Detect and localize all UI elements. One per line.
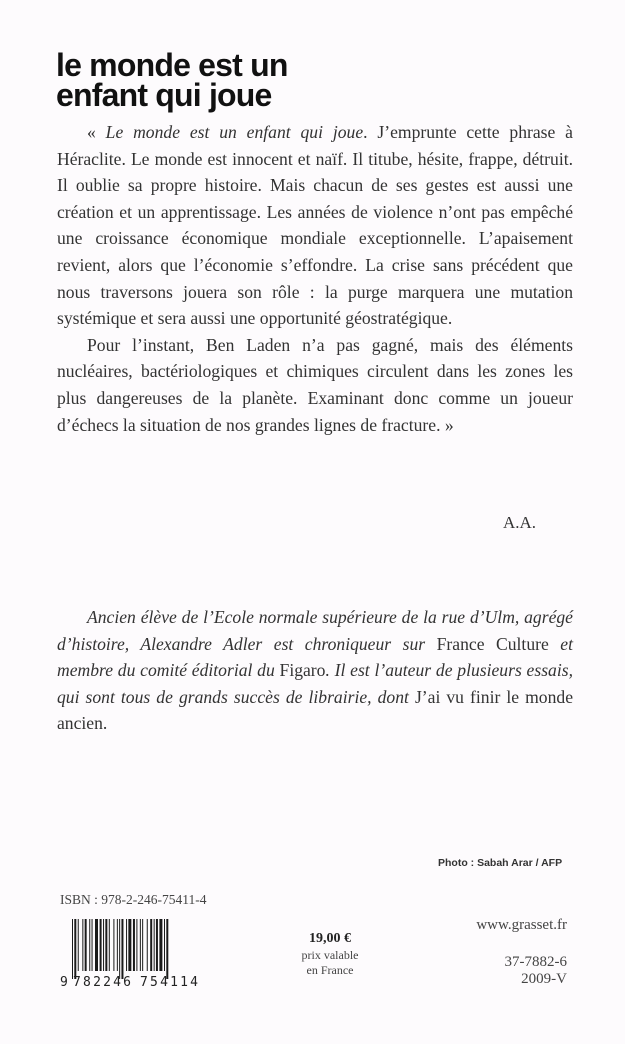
barcode-bar	[159, 919, 162, 971]
barcode-bar	[74, 919, 76, 979]
barcode-bar	[117, 919, 118, 971]
barcode-bar	[85, 919, 87, 971]
barcode-bar	[154, 919, 155, 971]
barcode-bar	[113, 919, 114, 971]
title-line-1: le monde est un	[56, 47, 288, 83]
barcode-bar	[119, 919, 120, 979]
barcode-bar	[72, 919, 73, 979]
barcode-bar	[147, 919, 148, 971]
edition-code: 2009-V	[521, 971, 567, 987]
barcode-bar	[166, 919, 168, 979]
price: 19,00 €	[309, 931, 351, 946]
publisher-website[interactable]: www.grasset.fr	[476, 917, 567, 933]
barcode-bar	[92, 919, 93, 971]
barcode-digits-left: 782246	[73, 975, 131, 989]
book-title	[56, 47, 288, 113]
quote-italic-lead: Le monde est un enfant qui joue	[105, 122, 364, 142]
barcode-icon	[60, 919, 208, 989]
price-note-line-2: en France	[306, 963, 354, 977]
publisher-code: 37-7882-6	[504, 954, 567, 970]
publisher-codes	[505, 954, 568, 988]
barcode-bar	[140, 919, 141, 971]
title-line-2: enfant qui joue	[56, 77, 272, 113]
quote-paragraph-2: Pour l’instant, Ben Laden n’a pas gagné, mais des éléments nucléaires, bactériologiques et chimiques circulent dans les zones les plus dangereuses de la planète. Examinant donc comme un joueur d’échecs la situation de nos grandes lignes de fracture. »	[57, 334, 573, 435]
isbn-label: ISBN : 978-2-246-75411-4	[60, 892, 207, 907]
barcode-bar	[142, 919, 143, 971]
barcode	[60, 919, 208, 989]
barcode-bar	[100, 919, 102, 971]
barcode-bar	[95, 919, 98, 971]
quote-paragraph-1: « Le monde est un enfant qui joue. J’emprunte cette phrase à Héraclite. Le monde est innocent et naïf. Il titube, hésite, frappe, détruit. Il oublie sa propre histoire. Mais chacun de ses gestes est aussi une création et un apprentissage. Les années de violence n’ont pas empêché une croissance économique mondiale exceptionnelle. L’apaisement revient, alors que l’économie s’effondre. La crise sans précédent que nous traversons jouera son rôle : la purge marquera une mutation systémique et sera aussi une opportunité géostratégique.	[57, 122, 573, 329]
author-bio: Ancien élève de l’Ecole normale supérieure de la rue d’Ulm, agrégé d’histoire, Alexandre Adler est chroniqueur sur France Culture et membre du comité éditorial du Figaro. Il est l’auteur de plusieurs essais, qui sont tous de grands succès de librairie, dont J’ai vu finir le monde ancien.	[57, 607, 574, 734]
barcode-bar	[136, 919, 137, 971]
price-block	[278, 930, 382, 978]
barcode-digit-first: 9	[60, 975, 68, 989]
blurb-quote	[57, 119, 573, 438]
barcode-bar	[128, 919, 131, 971]
barcode-bar	[89, 919, 90, 971]
barcode-bar	[164, 919, 165, 971]
barcode-bar	[109, 919, 110, 971]
barcode-bar	[150, 919, 152, 971]
signature: A.A.	[502, 513, 536, 532]
barcode-bar	[78, 919, 79, 971]
barcode-bar	[156, 919, 158, 971]
price-note-line-1: prix valable	[301, 948, 359, 962]
barcode-bar	[82, 919, 83, 971]
barcode-bar	[126, 919, 127, 971]
barcode-digits-right: 754114	[140, 975, 198, 989]
photo-credit: Photo : Sabah Arar / AFP	[438, 857, 563, 869]
barcode-bar	[105, 919, 107, 971]
barcode-bar	[133, 919, 135, 971]
barcode-bar	[103, 919, 104, 971]
barcode-bar	[121, 919, 123, 979]
